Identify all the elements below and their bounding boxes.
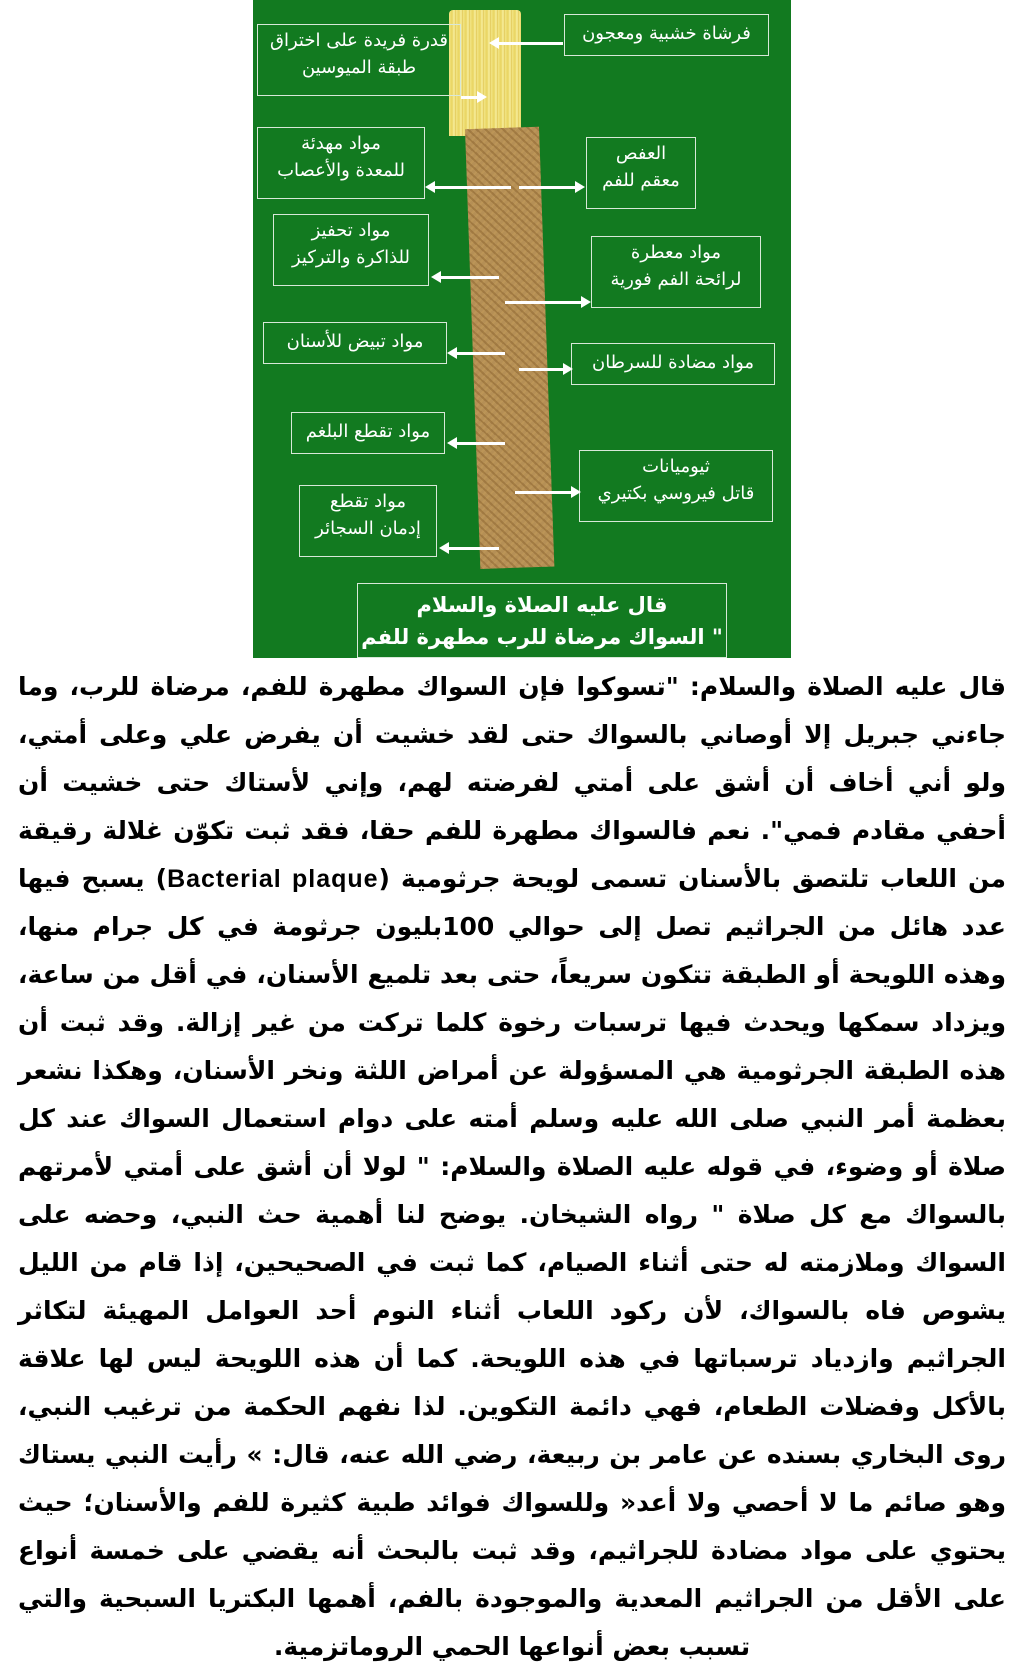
label-fragrance-line1: مواد معطرة [630,242,722,263]
label-myusin [257,24,461,96]
label-myusin-line2: طبقة الميوسين [301,57,417,78]
article-text [18,663,1006,1671]
article-part-3: بليون جرثومة في كل جرام منها، وهذه اللويحة أو الطبقة تتكون سريعاً، حتى بعد تلميع الأسنان، في أقل من ساعة، ويزداد سمكها ويحدث فيها ترسبات رخوة كلما تركت من غير إزالة. وقد ثبت أن هذه الطبقة الجرثومية هي المسؤولة عن أمراض اللثة ونخر الأسنان، وهكذا نشعر بعظمة أمر النبي صلى الله عليه وسلم أمته على دوام استعمال السواك عند كل صلاة أو وضوء، في قوله عليه الصلاة والسلام: " لولا أن أشق على أمتي لأمرتهم بالسواك مع كل صلاة " رواه الشيخان. يوضح لنا أهمية حث النبي، وحضه على السواك وملازمته له حتى أثناء الصيام، كما ثبت في الصحيحين، إذا قام من الليل يشوص فاه بالسواك، لأن ركود اللعاب أثناء النوم أحد العوامل المهيئة لتكاثر الجراثيم وازدياد ترسباتها في هذه اللويحة. كما أن هذه اللويحة ليس لها علاقة بالأكل وفضلات الطعام، فهي دائمة التكوين. لذا نفهم الحكمة من ترغيب النبي، روى البخاري بسنده عن عامر بن ربيعة، رضي الله عنه، قال: » رأيت النبي يستاك وهو صائم ما لا أحصي ولا أعد« وللسواك فوائد طبية كثيرة للفم والأسنان؛ حيث يحتوي على مواد مضادة للجراثيم، وقد ثبت بالبحث أنه يقضي على خمسة أنواع على الأقل من الجراثيم المعدية والموجودة بالفم، أهمها البكتريا السبحية والتي تسبب بعض أنواعها الحمي الروماتزمية. [18,912,1006,1661]
label-memory-line1: مواد تحفيز [311,220,391,241]
label-fragrance-line2: لرائحة الفم فورية [610,269,742,290]
arrow-phlegm [455,442,505,445]
label-tannin-line2: معقم للفم [602,170,680,191]
caption-line2: " السواك مرضاة للرب مطهرة للفم [361,625,723,649]
bacterial-plaque-term: Bacterial plaque [167,865,379,893]
label-anticancer [571,343,775,385]
label-calming-line2: للمعدة والأعصاب [277,160,405,181]
label-whitening [263,322,447,364]
label-whitening-text: مواد تبيض للأسنان [286,331,424,352]
article-part-1: قال عليه الصلاة والسلام: "تسوكوا فإن السواك مطهرة للفم، مرضاة للرب، وما جاءني جبريل إلا أوصاني بالسواك حتى لقد خشيت أن يفرض علي وعلى أمتي، ولو أني أخاف أن أشق على أمتي لفرضته لهم، وإني لأستاك حتى خشيت أن أحفي مقادم فمي". نعم فالسواك مطهرة للفم حقا، فقد ثبت تكوّن غلالة رقيقة من اللعاب تلتصق بالأسنان تسمى لويحة جرثومية ( [18,672,1006,893]
arrow-calming [433,186,511,189]
arrow-tannin [519,186,577,189]
label-tannin [586,137,696,209]
label-anticancer-text: مواد مضادة للسرطان [591,352,755,373]
label-calming [257,127,425,199]
arrow-whitening [455,352,505,355]
arrow-memory [439,276,499,279]
label-thymosin [579,450,773,522]
label-smoking-line1: مواد تقطع [329,491,407,512]
label-memory [273,214,429,286]
miswak-infographic [253,0,791,658]
label-phlegm-text: مواد تقطع البلغم [305,421,431,442]
label-phlegm [291,412,445,454]
article-part-2: ) يسبح فيها عدد هائل من الجراثيم تصل إلى حوالي [18,864,1006,941]
label-brush-text: فرشاة خشبية ومعجون [582,23,751,44]
label-thymosin-line2: قاتل فيروسي بكتيري [597,483,755,504]
arrow-brush [497,42,563,45]
arrow-fragrance [505,301,583,304]
bacteria-count: 100 [442,912,495,941]
label-smoking-line2: إدمان السجائر [315,518,421,539]
arrow-anticancer [519,368,565,371]
arrow-myusin [461,96,479,99]
label-thymosin-line1: ثيوميانات [642,456,710,477]
label-tannin-line1: العفص [615,143,667,164]
label-memory-line2: للذاكرة والتركيز [291,247,411,268]
caption-line1: قال عليه الصلاة والسلام [416,593,668,617]
label-myusin-line1: قدرة فريدة على اختراق [270,30,448,51]
label-fragrance [591,236,761,308]
arrow-smoking [447,547,499,550]
miswak-stick [465,127,554,569]
hadith-caption [357,583,727,658]
label-smoking [299,485,437,557]
arrow-thymosin [515,491,573,494]
label-brush [564,14,769,56]
label-calming-line1: مواد مهدئة [301,133,381,154]
